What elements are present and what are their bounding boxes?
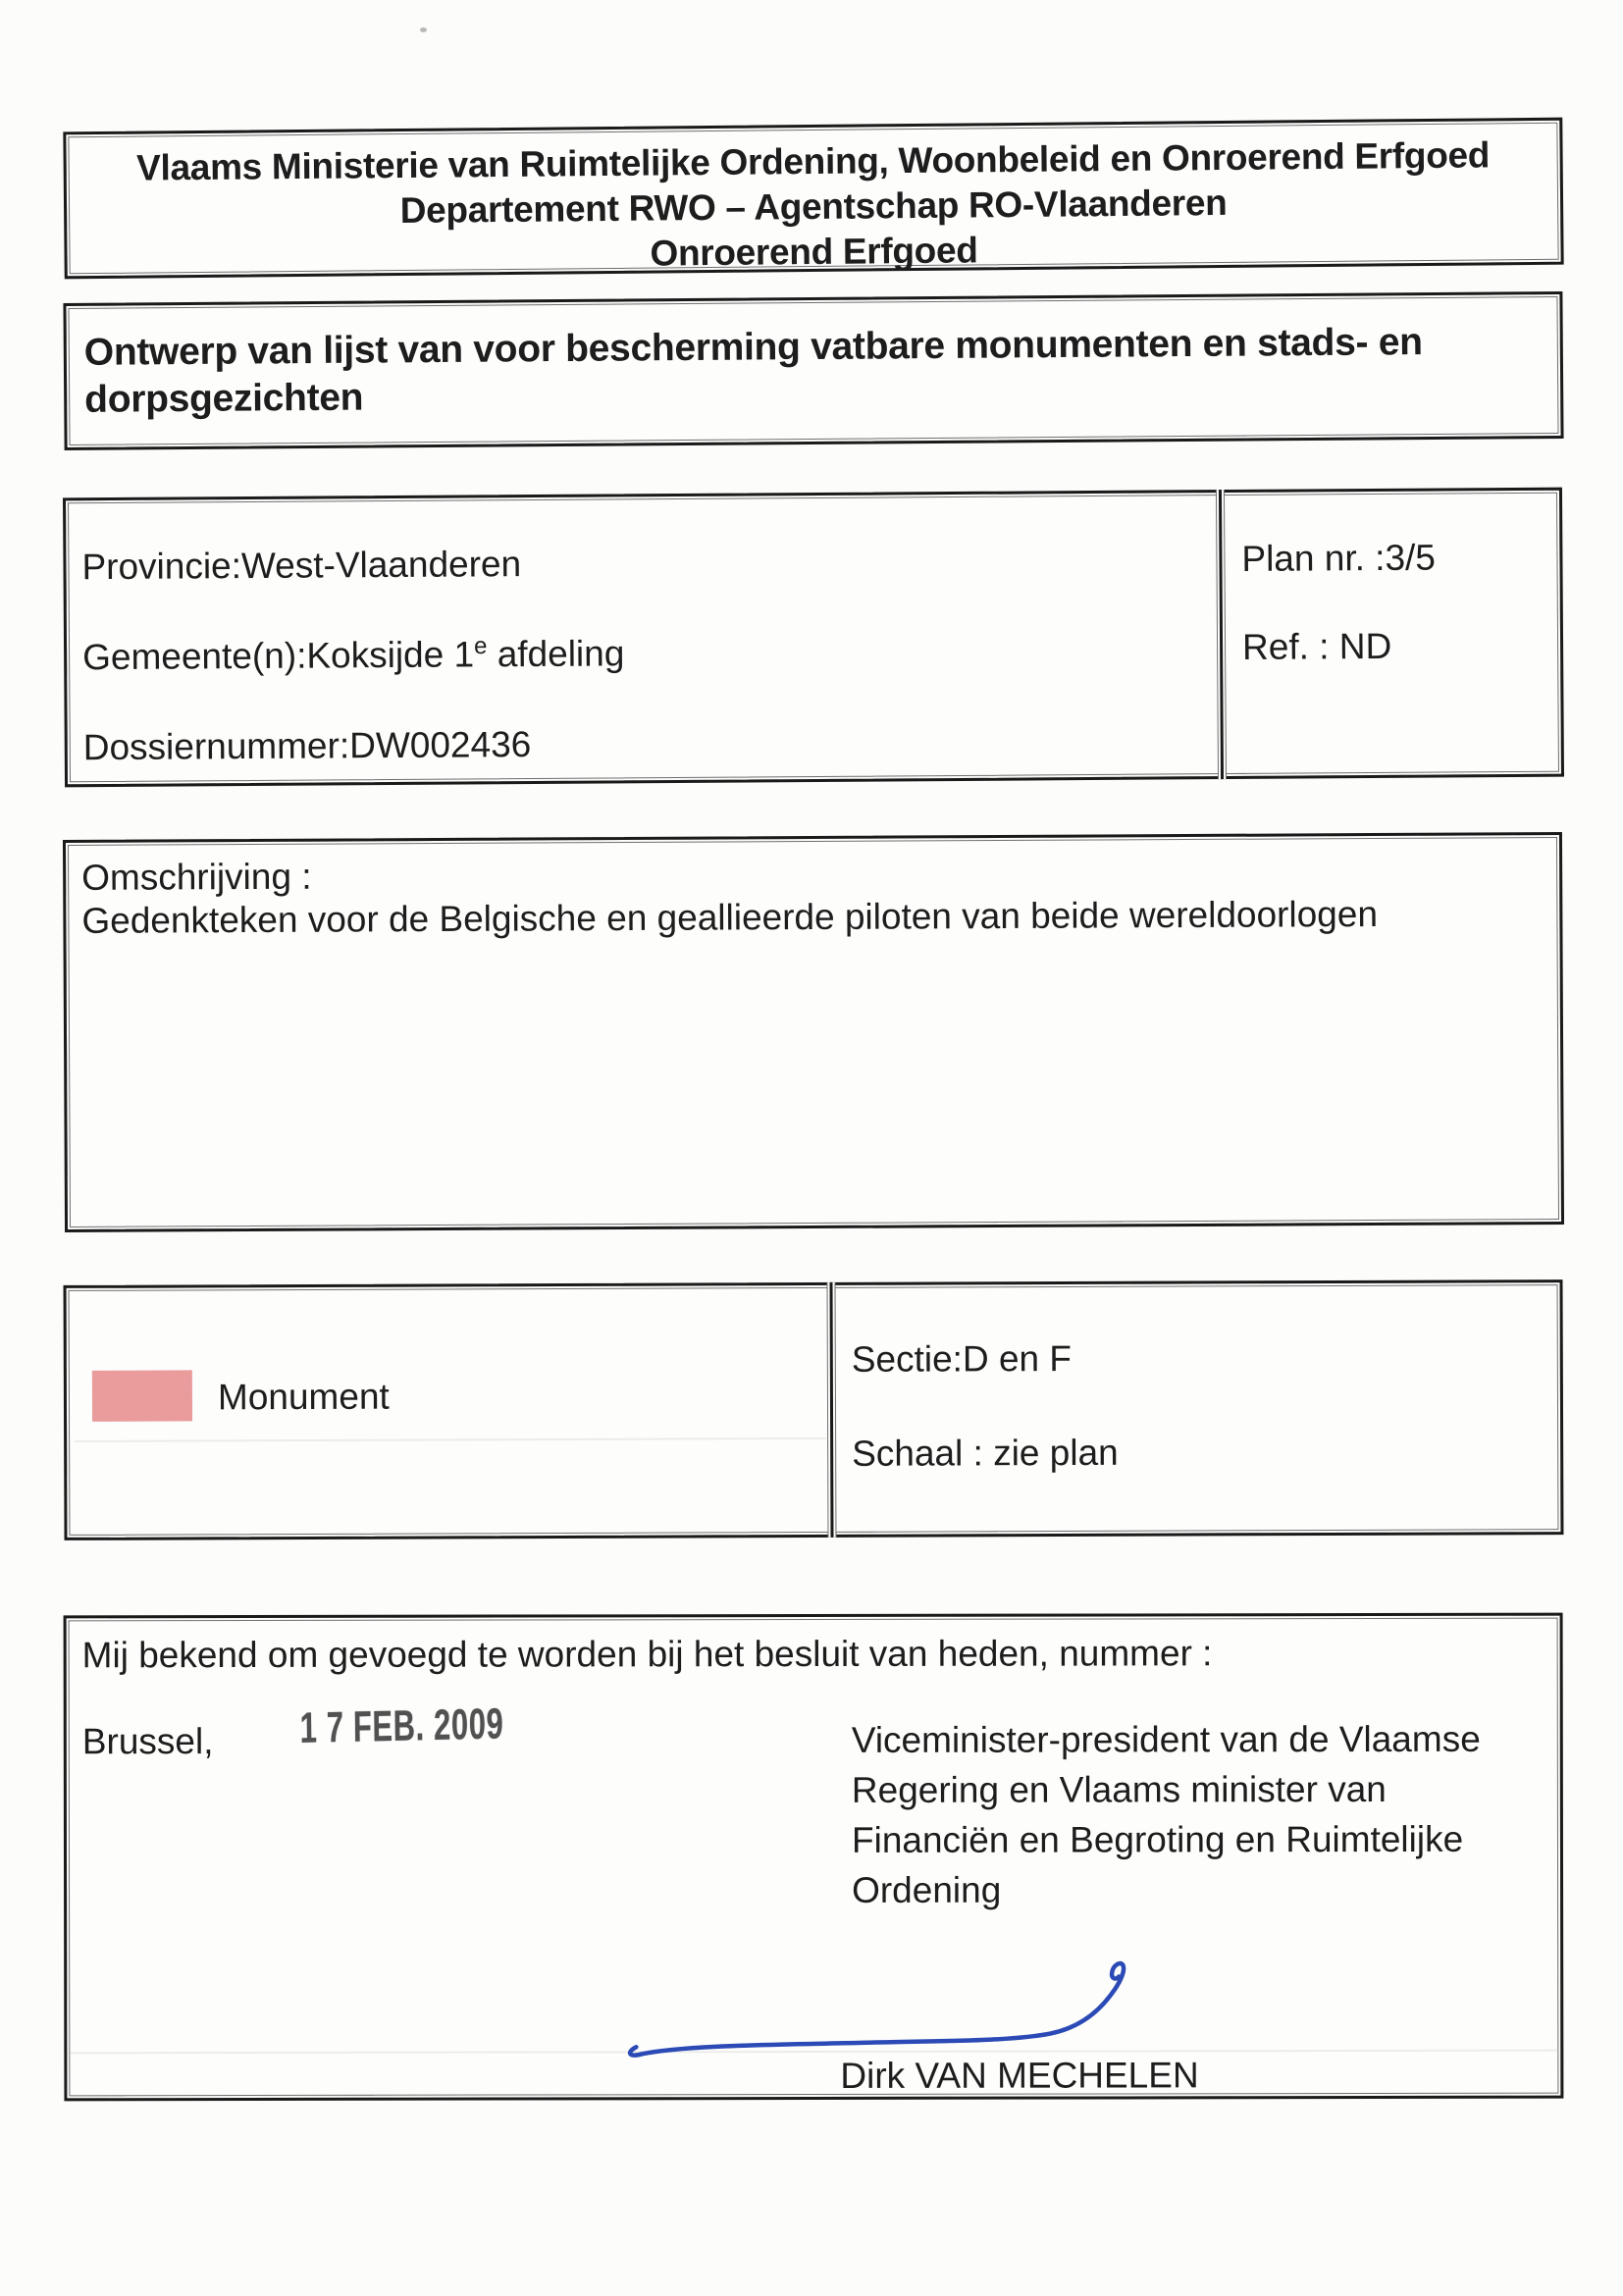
minister-title-block bbox=[852, 1714, 1481, 1915]
omschrijving-label: Omschrijving : bbox=[81, 856, 312, 898]
legend-divider bbox=[830, 1282, 834, 1538]
signature-box bbox=[64, 1613, 1564, 2102]
sectie-field: Sectie:D en F bbox=[851, 1337, 1073, 1380]
minister-title-line: Regering en Vlaams minister van bbox=[851, 1768, 1387, 1810]
details-box bbox=[63, 488, 1564, 788]
legend-box bbox=[64, 1279, 1564, 1540]
ministry-header-box bbox=[63, 118, 1563, 280]
monument-color-swatch bbox=[92, 1370, 192, 1421]
gemeente-suffix: afdeling bbox=[487, 633, 625, 675]
besluit-line: Mij bekend om gevoegd te worden bij het besluit van heden, nummer : bbox=[81, 1633, 1213, 1676]
gemeente-field bbox=[82, 632, 625, 679]
date-stamp: 1 7 FEB. 2009 bbox=[299, 1699, 504, 1752]
omschrijving-box bbox=[63, 832, 1564, 1232]
signature-stroke bbox=[630, 1963, 1124, 2056]
gemeente-superscript: e bbox=[473, 632, 488, 660]
schaal-field: Schaal : zie plan bbox=[852, 1432, 1119, 1474]
scan-band-artifact bbox=[75, 1437, 826, 1442]
ref-field: Ref. : ND bbox=[1241, 625, 1392, 667]
signature-ink bbox=[616, 1957, 1166, 2066]
signer-name: Dirk VAN MECHELEN bbox=[840, 2055, 1199, 2096]
plan-nr-field: Plan nr. :3/5 bbox=[1241, 537, 1437, 579]
monument-label: Monument bbox=[217, 1376, 390, 1418]
scan-speck bbox=[420, 27, 427, 32]
minister-title-line: Viceminister-president van de Vlaamse bbox=[851, 1718, 1481, 1760]
document-title-box bbox=[63, 291, 1563, 450]
provincie-field: Provincie:West-Vlaanderen bbox=[81, 544, 522, 588]
department-name: Departement RWO – Agentschap RO-Vlaanderen bbox=[399, 182, 1228, 232]
details-divider bbox=[1219, 490, 1224, 779]
gemeente-prefix: Gemeente(n):Koksijde 1 bbox=[81, 634, 475, 678]
minister-title-line: Financiën en Begroting en Ruimtelijke bbox=[851, 1818, 1464, 1860]
agency-name: Onroerend Erfgoed bbox=[650, 230, 978, 274]
place-label: Brussel, bbox=[81, 1721, 214, 1762]
omschrijving-text: Gedenkteken voor de Belgische en geallieerde piloten van beide wereldoorlogen bbox=[81, 893, 1379, 941]
document-title: Ontwerp van lijst van voor bescherming vatbare monumenten en stads- en dorpsgezichten bbox=[83, 321, 1423, 421]
ministry-name: Vlaams Ministerie van Ruimtelijke Ordening, Woonbeleid en Onroerend Erfgoed bbox=[135, 134, 1491, 188]
minister-title-line: Ordening bbox=[852, 1869, 1002, 1910]
dossiernummer-field: Dossiernummer:DW002436 bbox=[82, 724, 532, 768]
